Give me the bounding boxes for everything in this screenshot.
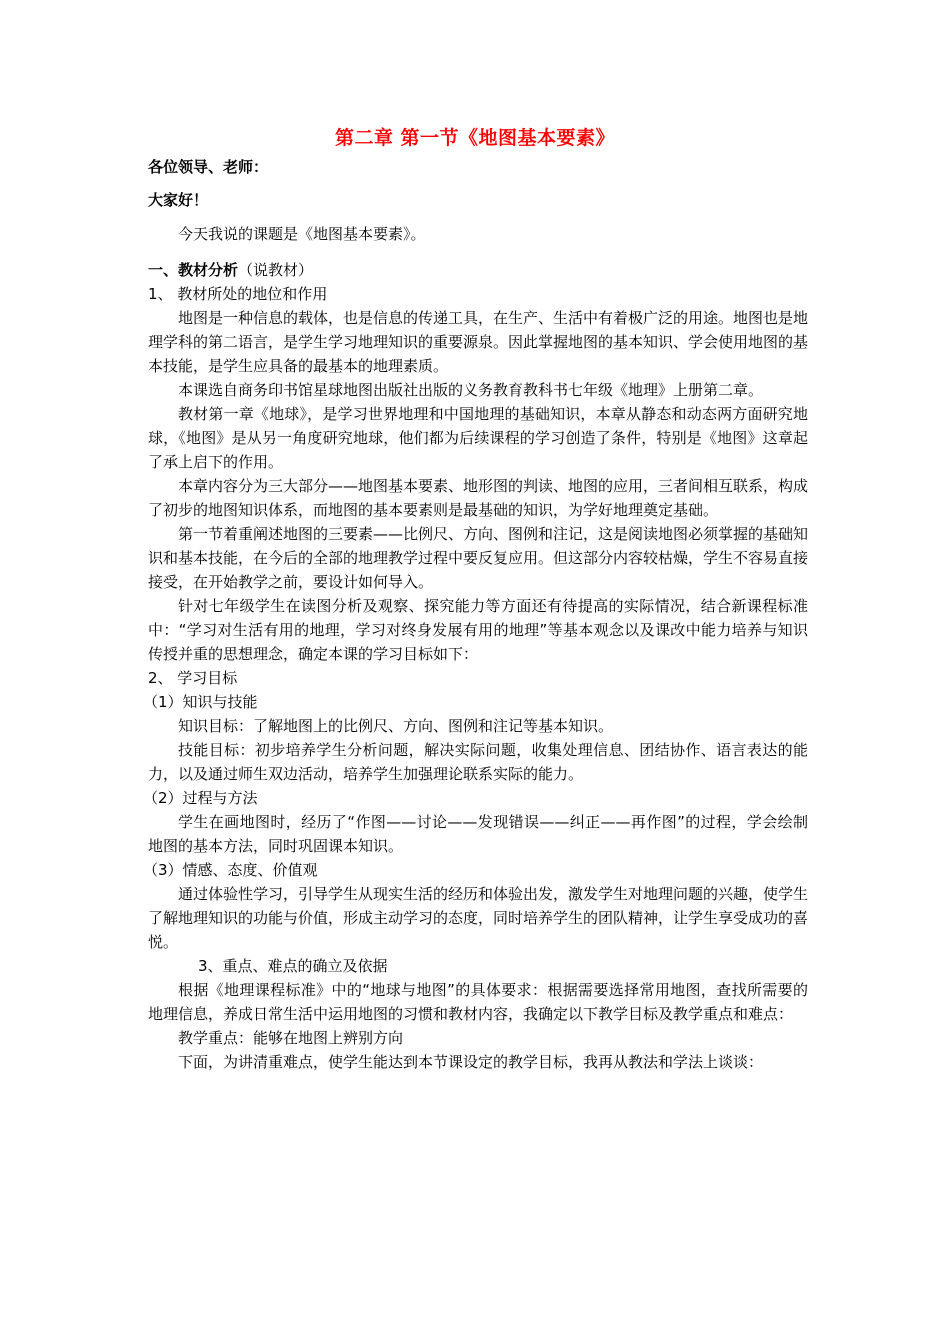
focus-paragraph: 教学重点：能够在地图上辨别方向 xyxy=(178,1029,404,1047)
paragraph: 地图是一种信息的载体，也是信息的传递工具，在生产、生活中有着极广泛的用途。地图也是地理学科的第二语言，是学生学习地理知识的重要源泉。因此掌握地图的基本知识、学会使用地图的基本技能，是学生应具备的最基本的地理素质。 xyxy=(148,309,809,375)
section-1 xyxy=(143,258,809,1074)
emotion-paragraph: 通过体验性学习，引导学生从现实生活的经历和体验出发，激发学生对地理问题的兴趣，使学生了解地理知识的功能与价值，形成主动学习的态度，同时培养学生的团队精神，让学生享受成功的喜悦。 xyxy=(148,885,809,951)
section-1-heading-bold: 一、教材分析 xyxy=(148,261,239,279)
basis-paragraph: 根据《地理课程标准》中的“地球与地图”的具体要求：根据需要选择常用地图，查找所需要的地理信息，养成日常生活中运用地图的习惯和教材内容，我确定以下教学目标及教学重点和难点： xyxy=(148,981,808,1023)
item-1-heading: 1、 教材所处的地位和作用 xyxy=(148,285,328,303)
section-1-heading xyxy=(148,258,808,282)
skill-goal: 技能目标：初步培养学生分析问题，解决实际问题，收集处理信息、团结协作、语言表达的能力，以及通过师生双边活动，培养学生加强理论联系实际的能力。 xyxy=(148,741,808,783)
item-2-heading: 2、 学习目标 xyxy=(148,669,238,687)
paragraph: 针对七年级学生在读图分析及观察、探究能力等方面还有待提高的实际情况，结合新课程标准中：“学习对生活有用的地理，学习对终身发展有用的地理”等基本观念以及课改中能力培养与知识传授并重的思想理念，确定本课的学习目标如下： xyxy=(148,597,808,663)
paragraph: 本章内容分为三大部分——地图基本要素、地形图的判读、地图的应用，三者间相互联系，构成了初步的地图知识体系，而地图的基本要素则是最基础的知识，为学好地理奠定基础。 xyxy=(148,477,809,519)
paragraph: 第一节着重阐述地图的三要素——比例尺、方向、图例和注记，这是阅读地图必须掌握的基础知识和基本技能，在今后的全部的地理教学过程中要反复应用。但这部分内容较枯燥，学生不容易直接接受，在开始教学之前，要设计如何导入。 xyxy=(148,525,809,591)
subheading-knowledge-skill: （1）知识与技能 xyxy=(143,693,258,711)
document-title: 第二章 第一节《地图基本要素》 xyxy=(334,127,616,149)
item-3-heading: 3、重点、难点的确立及依据 xyxy=(198,957,388,975)
topic-paragraph: 今天我说的课题是《地图基本要素》。 xyxy=(178,225,426,243)
subheading-process-method: （2）过程与方法 xyxy=(143,789,258,807)
process-paragraph: 学生在画地图时，经历了“作图——讨论——发现错误——纠正——再作图”的过程，学会绘制地图的基本方法，同时巩固课本知识。 xyxy=(148,813,808,855)
subheading-emotion: （3）情感、态度、价值观 xyxy=(143,861,318,879)
paragraph: 本课选自商务印书馆星球地图出版社出版的义务教育教科书七年级《地理》上册第二章。 xyxy=(178,381,764,399)
topic-line xyxy=(148,222,808,246)
section-1-heading-rest: （说教材） xyxy=(238,261,314,279)
greeting: 各位领导、老师： xyxy=(148,158,269,176)
next-paragraph: 下面，为讲清重难点，使学生能达到本节课设定的教学目标，我再从教法和学法上谈谈： xyxy=(178,1053,764,1071)
hello: 大家好！ xyxy=(148,191,209,209)
knowledge-goal: 知识目标：了解地图上的比例尺、方向、图例和注记等基本知识。 xyxy=(178,717,614,735)
paragraph: 教材第一章《地球》，是学习世界地理和中国地理的基础知识，本章从静态和动态两方面研究地球，《地图》是从另一角度研究地球，他们都为后续课程的学习创造了条件，特别是《地图》这章起了承上启下的作用。 xyxy=(148,405,808,471)
